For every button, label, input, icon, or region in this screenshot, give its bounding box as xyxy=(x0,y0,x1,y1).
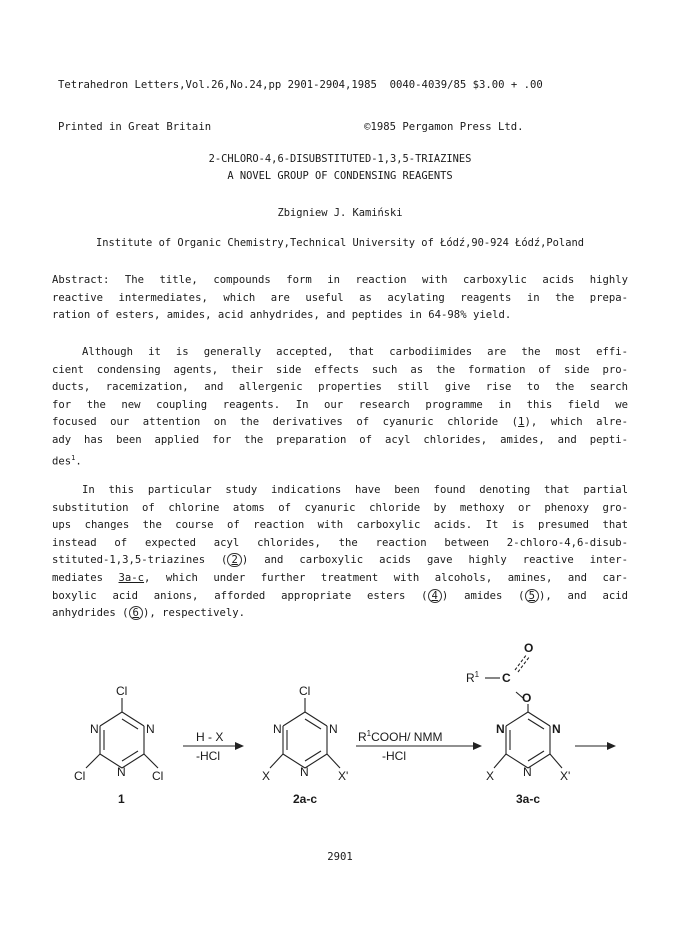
compound-ref: 3a-c xyxy=(118,571,145,584)
text-line: anhydrides ( 6 ), respectively. xyxy=(52,607,245,620)
atom-label: X xyxy=(262,769,271,783)
text-line: for the new coupling reagents. In our research programme in this field we xyxy=(52,398,628,411)
text-line: Although it is generally accepted, that carbodiimides are the most effi- xyxy=(82,346,628,358)
text-line: ducts, racemization, and allergenic properties still give rise to the search xyxy=(52,381,628,394)
paper-title-line-1: 2-CHLORO-4,6-DISUBSTITUTED-1,3,5-TRIAZINES xyxy=(208,153,472,165)
paragraph-1 xyxy=(52,344,628,471)
printed-in: Printed in Great Britain xyxy=(58,121,212,133)
text-line: des$^1$. xyxy=(52,453,82,468)
arrow-head-icon xyxy=(607,742,616,750)
atom-label: N xyxy=(273,722,282,736)
atom-label: N xyxy=(146,722,155,736)
arrow-1-byproduct: -HCl xyxy=(196,749,220,763)
atom-label: Cl xyxy=(299,684,311,698)
atom-label: N xyxy=(523,765,532,779)
arrow-1-reagent: H - X xyxy=(196,730,224,744)
journal-header xyxy=(58,50,543,148)
journal-citation: Tetrahedron Letters,Vol.26,No.24,pp 2901-2904,1985 xyxy=(58,79,377,91)
text-line: ups changes the course of reaction with carboxylic acids. It is presumed that xyxy=(52,519,628,532)
header-line-2 xyxy=(58,120,543,134)
paragraph-2 xyxy=(52,482,628,623)
reference-superscript: 1 xyxy=(71,453,76,462)
text-line: instead of expected acyl chlorides, the reaction between 2-chloro-4,6-disub- xyxy=(52,536,628,549)
compound-number-2: 2a-c xyxy=(293,792,318,806)
compound-ref: 4 xyxy=(428,589,442,603)
atom-label: O xyxy=(524,641,534,655)
author-name: Zbigniew J. Kamiński xyxy=(277,207,403,219)
page-number: 2901 xyxy=(327,851,353,863)
text-line: substitution of chlorine atoms of cyanuric chloride by methoxy or phenoxy gro- xyxy=(52,501,628,514)
abstract-line: ration of esters, amides, acid anhydrides, and peptides in 64-98% yield. xyxy=(52,309,512,322)
compound-ref: 6 xyxy=(129,606,143,620)
atom-label: N xyxy=(90,722,99,736)
paper-title-line-2: A NOVEL GROUP OF CONDENSING REAGENTS xyxy=(227,170,453,182)
atom-label: Cl xyxy=(152,769,164,783)
triazine-ring-3 xyxy=(485,654,562,768)
header-line-1 xyxy=(58,78,543,92)
text-line: cient condensing agents, their side effects such as the formation of side pro- xyxy=(52,363,628,376)
affiliation: Institute of Organic Chemistry,Technical University of Łódź,90-924 Łódź,Poland xyxy=(96,237,584,249)
atom-label: N xyxy=(329,722,338,736)
text-line: mediates 3a-c, which under further treatment with alcohols, amines, and car- xyxy=(52,571,628,584)
text-line: ady has been applied for the preparation of acyl chlorides, amides, and pepti- xyxy=(52,433,628,446)
abstract-line: Abstract: The title, compounds form in reaction with carboxylic acids highly xyxy=(52,274,628,286)
atom-label: $R^1$ xyxy=(466,670,480,685)
arrow-head-icon xyxy=(235,742,244,750)
reaction-scheme xyxy=(0,630,680,830)
text-line: In this particular study indications have been found denoting that partial xyxy=(82,484,628,496)
atom-label: N xyxy=(496,722,505,736)
text-line: boxylic acid anions, afforded appropriate esters ( 4 ) amides ( 5 ), and acid xyxy=(52,589,628,602)
abstract xyxy=(52,272,628,325)
atom-label: X xyxy=(486,769,495,783)
compound-ref: 1 xyxy=(518,416,525,429)
arrow-2-byproduct: -HCl xyxy=(382,749,406,763)
arrow-head-icon xyxy=(473,742,482,750)
issn-price: 0040-4039/85 $3.00 + .00 xyxy=(389,79,543,91)
atom-label: N xyxy=(117,765,126,779)
arrow-2-reagent: $R^1COOH/$ NMM xyxy=(358,729,443,744)
atom-label: Cl xyxy=(116,684,128,698)
compound-number-1: 1 xyxy=(118,792,125,806)
atom-label: X' xyxy=(560,769,571,783)
atom-label: Cl xyxy=(74,769,86,783)
compound-number-3: 3a-c xyxy=(516,792,541,806)
atom-label: O xyxy=(522,691,532,705)
atom-label: N xyxy=(300,765,309,779)
atom-label: N xyxy=(552,722,561,736)
text-line: stituted-1,3,5-triazines ( 2 ) and carboxylic acids gave highly reactive inter- xyxy=(52,554,628,567)
atom-label: X' xyxy=(338,769,349,783)
abstract-line: reactive intermediates, which are useful as acylating reagents in the prepa- xyxy=(52,291,628,304)
compound-ref: 5 xyxy=(525,589,539,603)
copyright: ©1985 Pergamon Press Ltd. xyxy=(364,121,524,133)
atom-label: C xyxy=(502,671,511,685)
text-line: focused our attention on the derivatives of cyanuric chloride (1), which alre- xyxy=(52,416,629,429)
compound-ref: 2 xyxy=(227,553,241,567)
